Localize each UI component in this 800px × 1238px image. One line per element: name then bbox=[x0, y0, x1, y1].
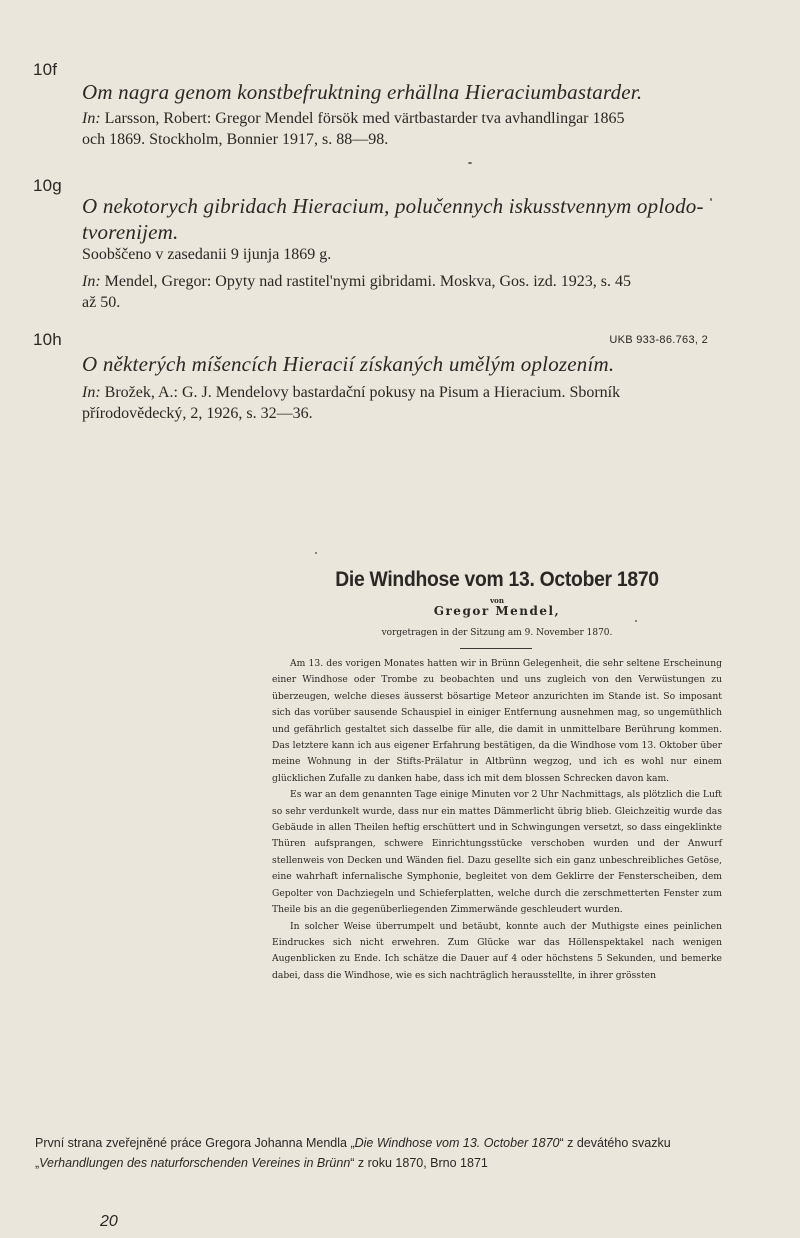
entry-title: Om nagra genom konstbefruktning erhällna Hieraciumbastarder. bbox=[82, 80, 643, 104]
print-speck bbox=[635, 620, 637, 622]
print-speck bbox=[710, 198, 712, 201]
facsimile-subtitle: vorgetragen in der Sitzung am 9. November 1870. bbox=[381, 628, 613, 638]
entry-title: O některých míšencích Hieracií získaných umělým oplozením. bbox=[82, 352, 615, 376]
figure-caption bbox=[35, 1133, 745, 1173]
facsimile-paragraph: Am 13. des vorigen Monates hatten wir in Brünn Gelegenheit, die sehr seltene Erscheinung einer Windhose oder Trombe zu beobachten und uns zugleich von den Verwüstungen zu überzeugen, welche dieses äusserst bösartige Meteor anzurichten im Stande ist. So imposant sich das vorüber sausende Schauspiel in einiger Entfernung ausnehmen mag, so ungemüthlich und gefährlich gestaltet sich dasselbe für alle, die damit in unmittelbare Berührung kommen. Das letztere kann ich aus eigener Erfahrung bestätigen, da die Windhose vom 13. Oktober über meine Wohnung in der Stifts-Prälatur in Altbrünn wegzog, und ich es wohl nur einem glücklichen Zufalle zu danken habe, dass ich mit dem blossen Schrecken davon kam. bbox=[272, 658, 722, 784]
in-label: In: bbox=[82, 110, 101, 127]
entry-citation-line: až 50. bbox=[82, 294, 121, 311]
citation-text: Mendel, Gregor: Opyty nad rastitel'nymi gibridami. Moskva, Gos. izd. 1923, s. 45 bbox=[104, 273, 632, 290]
caption-text: První strana zveřejněné práce Gregora Johanna Mendla „ bbox=[35, 1136, 355, 1150]
entry-citation-line bbox=[82, 382, 712, 403]
caption-italic: Die Windhose vom 13. October 1870 bbox=[354, 1136, 560, 1150]
entry-note: Soobščeno v zasedanii 9 ijunja 1869 g. bbox=[82, 246, 332, 263]
caption-text: “ z roku 1870, Brno 1871 bbox=[350, 1156, 488, 1170]
entry-citation-line: och 1869. Stockholm, Bonnier 1917, s. 88—98. bbox=[82, 131, 389, 148]
entry-citation-line bbox=[82, 271, 712, 292]
entry-title-line: tvorenijem. bbox=[82, 220, 179, 244]
citation-text: Brožek, A.: G. J. Mendelovy bastardační pokusy na Pisum a Hieracium. Sborník bbox=[104, 384, 621, 401]
library-signature: UKB 933-86.763, 2 bbox=[609, 334, 708, 346]
citation-text: Larsson, Robert: Gregor Mendel försök med värtbastarder tva avhandlingar 1865 bbox=[104, 110, 625, 127]
page-number: 20 bbox=[100, 1213, 118, 1230]
entry-number: 10g bbox=[33, 176, 62, 195]
entry-number: 10h bbox=[33, 330, 62, 349]
facsimile-page bbox=[272, 560, 722, 981]
facsimile-paragraph: Es war an dem genannten Tage einige Minuten vor 2 Uhr Nachmittags, als plötzlich die Luft so sehr verdunkelt wurde, dass nur ein mattes Dämmerlicht übrig blieb. Gleichzeitig wurde das Gebäude in allen Theilen heftig erschüttert und in Schwingungen versetzt, so dass eingeklinkte Thüren aufsprangen, schwere Einrichtungsstücke verschoben wurden und der Anwurf stellenweis von Decken und Wänden fiel. Dazu gesellte sich ein ganz unbeschreibliches Getöse, eine wahrhaft infernalische Symphonie, begleitet von dem Geklirre der Fensterscheiben, dem Gepolter von Dachziegeln und Schieferplatten, welche durch die zerschmetterten Fenster zum Theile bis an die gegenüberliegenden Zimmerwände geschleudert wurden. bbox=[272, 789, 722, 916]
facsimile-divider bbox=[460, 648, 532, 649]
facsimile-von: von bbox=[490, 596, 504, 605]
entry-citation-line: přírodovědecký, 2, 1926, s. 32—36. bbox=[82, 405, 313, 422]
print-speck bbox=[315, 552, 317, 554]
facsimile-body bbox=[272, 656, 722, 984]
facsimile-paragraph: In solcher Weise überrumpelt und betäubt, konnte auch der Muthigste eines peinlichen Eindruckes sich nicht erwehren. Zum Glücke war das Höllenspektakel nach wenigen Augenblicken zu Ende. Ich schätze die Dauer auf 4 oder höchstens 5 Sekunden, und bemerke dabei, dass die Windhose, wie es sich nachträglich herausstellte, in ihrer grössten bbox=[272, 920, 722, 981]
entry-title-line: O nekotorych gibridach Hieracium, polučennych iskusstvennym oplodo- bbox=[82, 194, 704, 218]
print-speck bbox=[468, 162, 472, 164]
facsimile-author: Gregor Mendel, bbox=[433, 604, 561, 618]
caption-italic: Verhandlungen des naturforschenden Vereines in Brünn bbox=[39, 1156, 351, 1170]
facsimile-title: Die Windhose vom 13. October 1870 bbox=[335, 568, 659, 591]
in-label: In: bbox=[82, 273, 101, 290]
entry-citation-line bbox=[82, 108, 712, 129]
in-label: In: bbox=[82, 384, 101, 401]
caption-text: “ z devátého svazku „ bbox=[35, 1136, 671, 1170]
entry-number: 10f bbox=[33, 60, 58, 79]
